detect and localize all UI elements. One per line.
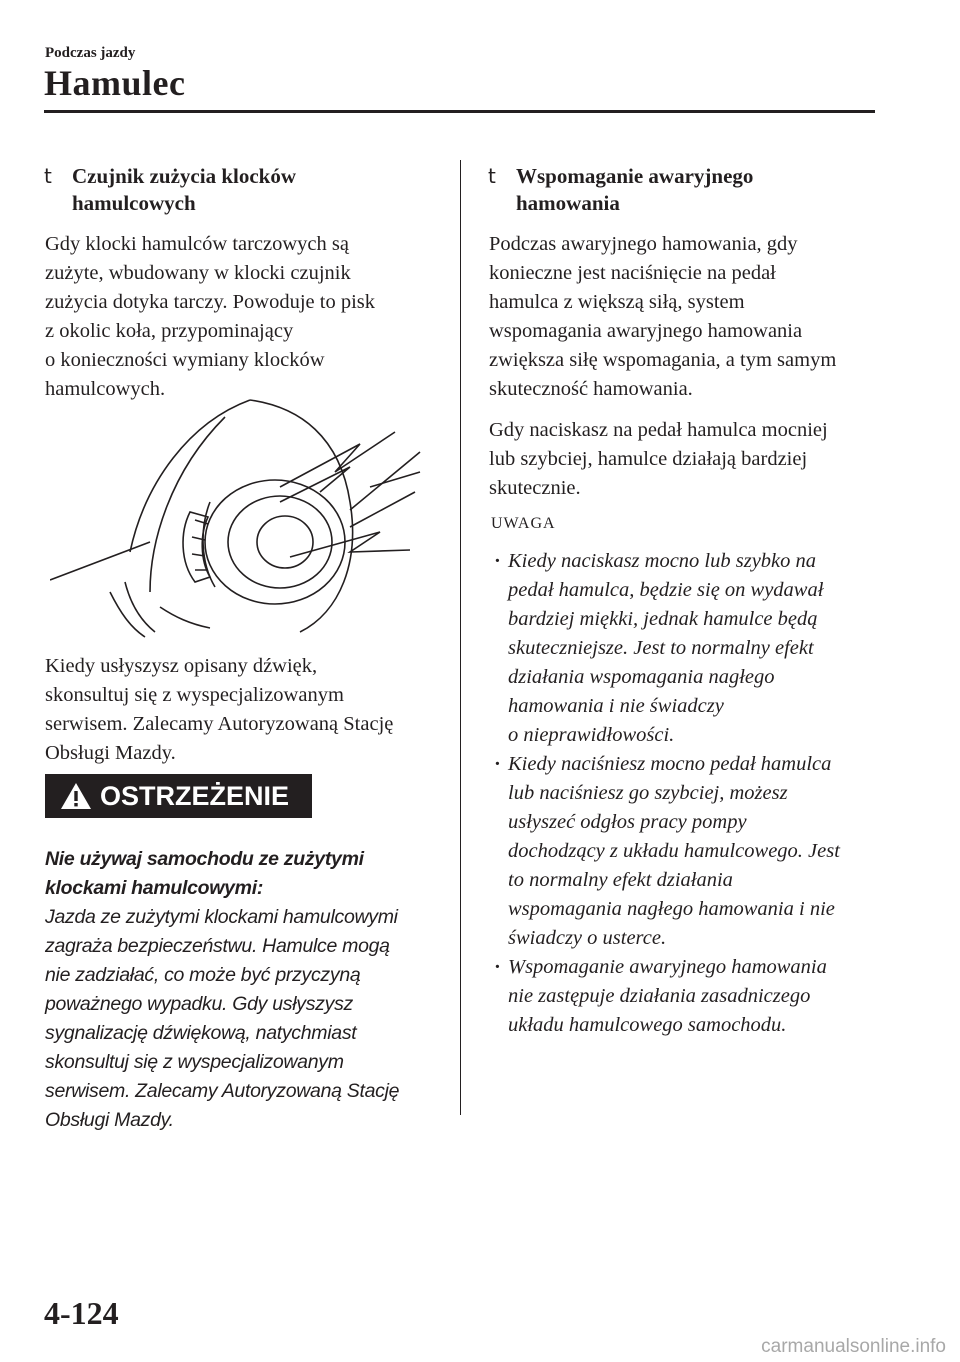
bullet-line: wspomagania nagłego hamowania i nie [508,898,835,920]
right-para-1 [489,230,889,404]
page-title: Hamulec [44,63,186,103]
warning-label: OSTRZEŻENIE [100,780,290,811]
warning-line: nie zadziałać, co może być przyczyną [45,964,361,986]
bullet-line: bardziej miękki, jednak hamulce będą [508,608,818,630]
bullet-line: pedał hamulca, będzie się on wydawał [508,579,824,601]
text-line: Gdy klocki hamulców tarczowych są [45,233,349,255]
text-line: Obsługi Mazdy. [45,742,176,764]
text-line: hamulcowych. [45,378,166,400]
text-line: wspomagania awaryjnego hamowania [489,320,803,342]
warning-line: serwisem. Zalecamy Autoryzowaną Stację [45,1080,400,1102]
bullet-line: dochodzący z układu hamulcowego. Jest [508,840,840,862]
warning-title-line: Nie używaj samochodu ze zużytymi [45,848,364,870]
text-line: hamulca z większą siłą, system [489,291,745,313]
warning-title-line: klockami hamulcowymi: [45,877,264,899]
text-line: Podczas awaryjnego hamowania, gdy [489,233,798,255]
bullet-line: nie zastępuje działania zasadniczego [508,985,811,1007]
warning-line: skonsultuj się z wyspecjalizowanym [45,1051,344,1073]
text-line: Kiedy usłyszysz opisany dźwięk, [45,655,318,677]
text-line: serwisem. Zalecamy Autoryzowaną Stację [45,713,394,735]
text-line: lub szybciej, hamulce działają bardziej [489,448,808,470]
right-para-2 [489,416,889,503]
text-line: zużyte, wbudowany w klocki czujnik [45,262,351,284]
header-rule [44,110,875,113]
bullet-line: lub naciśniesz go szybciej, możesz [508,782,788,804]
warning-line: Jazda ze zużytymi klockami hamulcowymi [45,906,398,928]
heading-marker-icon: t [488,164,496,188]
warning-text [45,845,455,1135]
watermark: carmanualsonline.info [761,1336,946,1357]
section-label: Podczas jazdy [45,45,136,61]
bullet-line: o nieprawidłowości. [508,724,675,746]
note-label: UWAGA [491,515,556,532]
bullet-line: działania wspomagania nagłego [508,666,775,688]
text-line: Gdy naciskasz na pedał hamulca mocniej [489,419,828,441]
text-line: skutecznie. [489,477,581,499]
brake-wear-indicator-illustration [50,392,430,642]
left-heading [44,163,444,219]
right-heading [488,163,868,219]
text-line: zużycia dotyka tarczy. Powoduje to pisk [45,291,375,313]
warning-line: Obsługi Mazdy. [45,1109,174,1131]
warning-line: sygnalizację dźwiękową, natychmiast [45,1022,357,1044]
bullet-line: · Kiedy naciśniesz mocno pedał hamulca [508,753,832,775]
note-bullet-1 [490,547,885,750]
bullet-line: · Kiedy naciskasz mocno lub szybko na [508,550,817,572]
note-bullet-2 [490,750,885,953]
text-line: zwiększa siłę wspomagania, a tym samym [489,349,837,371]
right-heading-text: Wspomaganie awaryjnego hamowania [516,164,754,215]
text-line: z okolic koła, przypominający [45,320,294,342]
heading-marker-icon: t [44,164,52,188]
bullet-line: to normalny efekt działania [508,869,733,891]
left-intro [45,230,450,404]
bullet-line: usłyszeć odgłos pracy pompy [508,811,747,833]
bullet-line: układu hamulcowego samochodu. [508,1014,787,1036]
warning-line: zagraża bezpieczeństwu. Hamulce mogą [45,935,390,957]
column-divider [460,160,461,1115]
left-after-text [45,652,450,768]
bullet-line: skuteczniejsze. Jest to normalny efekt [508,637,814,659]
note-bullet-3 [490,953,885,1040]
text-line: o konieczności wymiany klocków [45,349,325,371]
bullet-line: świadczy o usterce. [508,927,667,949]
text-line: konieczne jest naciśnięcie na pedał [489,262,776,284]
bullet-line: hamowania i nie świadczy [508,695,724,717]
text-line: skuteczność hamowania. [489,378,693,400]
left-heading-text: Czujnik zużycia klocków hamulcowych [72,164,297,215]
warning-triangle-icon [60,782,92,810]
bullet-line: · Wspomaganie awaryjnego hamowania [508,956,827,978]
warning-badge [45,774,312,818]
page-number: 4-124 [44,1295,119,1331]
note-bullets [490,547,885,1040]
warning-line: poważnego wypadku. Gdy usłyszysz [45,993,353,1015]
text-line: skonsultuj się z wyspecjalizowanym [45,684,344,706]
